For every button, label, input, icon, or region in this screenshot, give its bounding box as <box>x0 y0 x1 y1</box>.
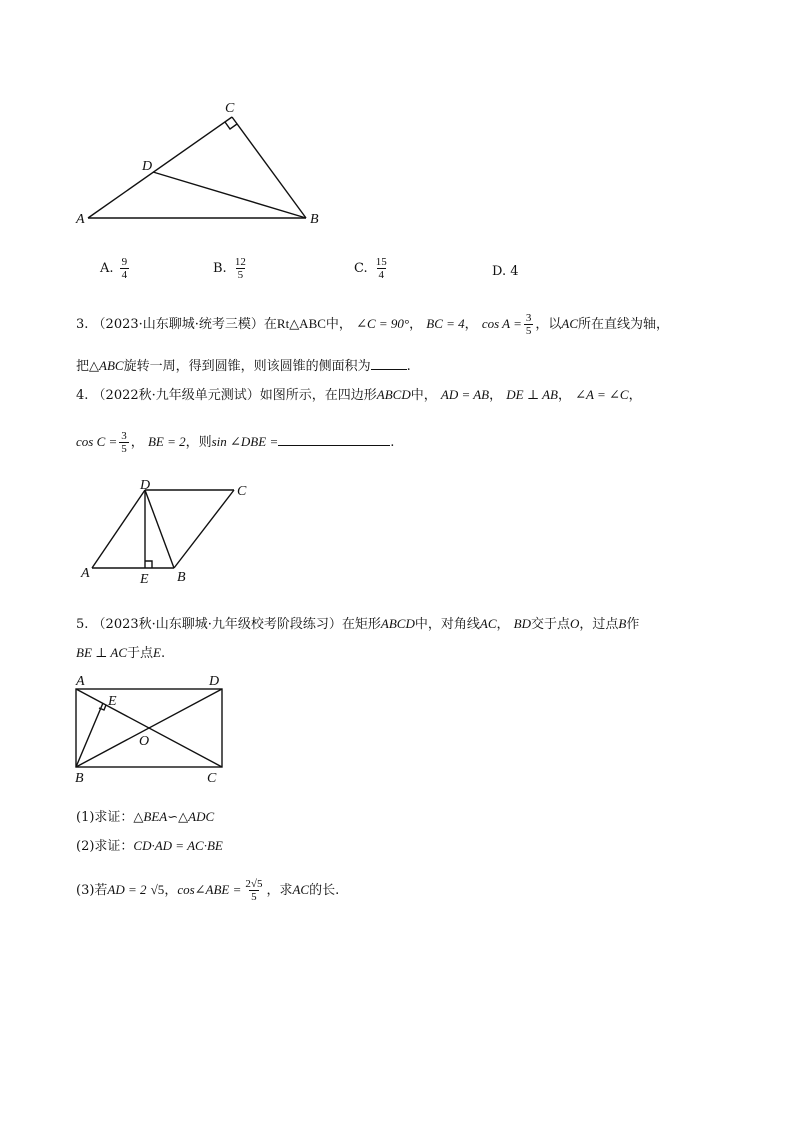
label-d: D <box>142 159 153 174</box>
option-d[interactable]: D. 4 <box>492 264 519 279</box>
segment-ad <box>92 490 145 568</box>
label-c: C <box>207 771 217 786</box>
option-c[interactable]: C. $\frac{15}{4}$ <box>354 256 387 281</box>
q4-line2: cos C = $\frac{3}{5}$ ， BE = 2，则sin ∠DBE = . <box>76 430 395 455</box>
label-e: E <box>108 694 117 709</box>
figure-triangle-abc <box>60 95 340 235</box>
q5-part1: (1)求证：△BEA∽△ADC <box>76 809 215 825</box>
figure-quadrilateral-abcd <box>70 478 270 588</box>
q4-number: 4. <box>76 388 89 403</box>
q3-line1: 3. （2023·山东聊城·统考三模）在Rt△ABC中， ∠C = 90°， BC = 4， cos A = $\frac{3}{5}$ ，以AC所在直线为轴， <box>76 312 670 337</box>
label-c: C <box>237 484 247 499</box>
option-a[interactable]: A. $\frac{9}{4}$ <box>100 256 128 281</box>
q3-number: 3. <box>76 317 89 332</box>
q3-line2: 把△ABC旋转一周，得到圆锥，则该圆锥的侧面积为 . <box>76 358 411 374</box>
label-b: B <box>310 212 319 227</box>
segment-be <box>76 703 103 767</box>
option-c-fraction: $\frac{15}{4}$ <box>375 256 387 281</box>
q5-part2: (2)求证：CD·AD = AC·BE <box>76 838 223 854</box>
figure-rectangle-abcd <box>68 670 238 790</box>
label-d: D <box>209 674 220 689</box>
segment-db <box>153 172 306 218</box>
label-e: E <box>140 572 149 587</box>
label-a: A <box>76 212 85 227</box>
right-angle-mark <box>145 561 152 568</box>
label-o: O <box>139 734 150 749</box>
q3-answer-blank[interactable] <box>371 357 407 370</box>
segment-ac <box>88 117 232 218</box>
segment-cb <box>232 117 306 218</box>
option-b-fraction: $\frac{12}{5}$ <box>234 256 246 281</box>
q5-part3: (3)若AD = 2 √5，cos∠ABE = $\frac{2√5}{5}$ ，求AC的长. <box>76 878 340 903</box>
q4-answer-blank[interactable] <box>278 433 390 446</box>
label-c: C <box>225 101 235 116</box>
segment-cb <box>174 490 234 568</box>
label-a: A <box>76 674 85 689</box>
label-d: D <box>140 478 151 493</box>
q4-line1: 4. （2022秋·九年级单元测试）如图所示，在四边形ABCD中， AD = AB， DE ⊥ AB， ∠A = ∠C， <box>76 387 642 403</box>
q5-line1: 5. （2023秋·山东聊城·九年级校考阶段练习）在矩形ABCD中，对角线AC， BD交于点O，过点B作 <box>76 616 640 632</box>
option-a-fraction: $\frac{9}{4}$ <box>121 256 128 281</box>
label-a: A <box>81 566 90 581</box>
right-angle-mark <box>225 122 237 129</box>
label-b: B <box>177 570 186 585</box>
q5-number: 5. <box>76 617 89 632</box>
label-b: B <box>75 771 84 786</box>
option-b[interactable]: B. $\frac{12}{5}$ <box>213 256 246 281</box>
q5-line2: BE ⊥ AC于点E. <box>76 645 166 661</box>
segment-db <box>145 490 174 568</box>
